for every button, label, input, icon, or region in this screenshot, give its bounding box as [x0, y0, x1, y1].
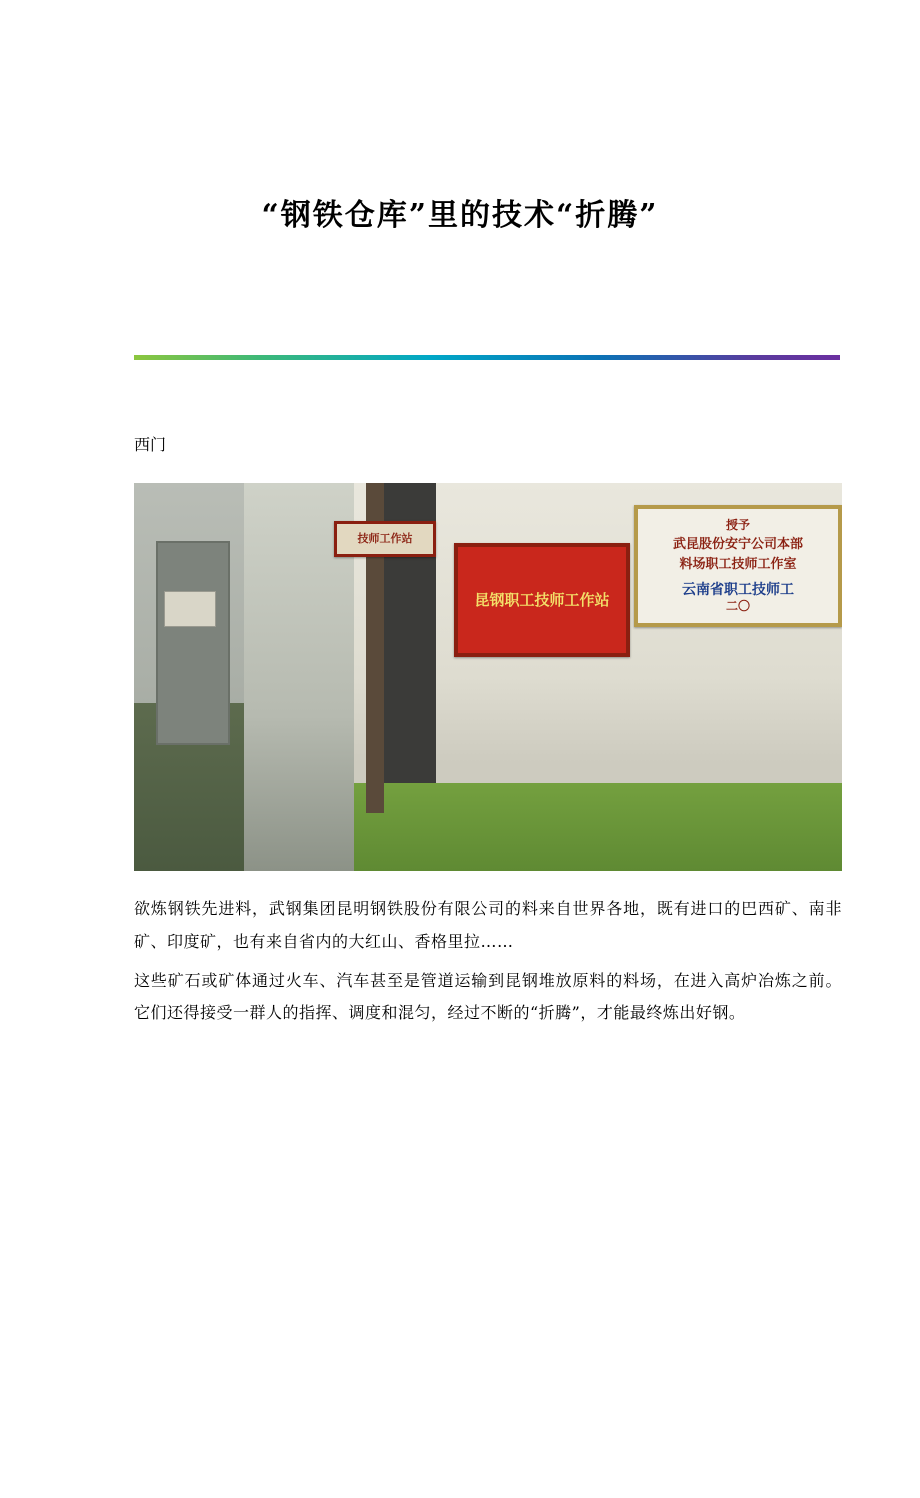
sign-red: 昆钢职工技师工作站	[454, 543, 630, 657]
photo-door	[156, 541, 230, 745]
photo-door-panel	[164, 591, 216, 627]
sign-framed	[634, 505, 842, 627]
paragraph-1: 欲炼钢铁先进料，武钢集团昆明钢铁股份有限公司的料来自世界各地，既有进口的巴西矿、南非矿、印度矿，也有来自省内的大红山、香格里拉……	[134, 899, 842, 951]
sign-framed-line4: 云南省职工技师工	[682, 581, 794, 598]
article-photo	[134, 483, 842, 871]
sign-framed-line1: 授予	[725, 518, 750, 532]
sign-framed-line5: 二〇	[725, 599, 750, 613]
color-divider	[134, 355, 840, 360]
document-page	[0, 196, 920, 1498]
photo-green-wainscot	[354, 783, 842, 871]
sign-framed-line2: 武昆股份安宁公司本部	[672, 537, 803, 552]
sign-framed-line3: 料场职工技师工作室	[679, 557, 797, 573]
byline: 西门	[134, 435, 167, 454]
paragraph-2: 这些矿石或矿体通过火车、汽车甚至是管道运输到昆钢堆放原料的料场，在进入高炉冶炼之前。它们还得接受一群人的指挥、调度和混匀，经过不断的“折腾”，才能最终炼出好钢。	[134, 970, 842, 1023]
sign-corridor: 技师工作站	[334, 521, 436, 557]
article-body	[134, 893, 842, 1030]
page-title: “钢铁仓库”里的技术“折腾”	[261, 198, 659, 233]
